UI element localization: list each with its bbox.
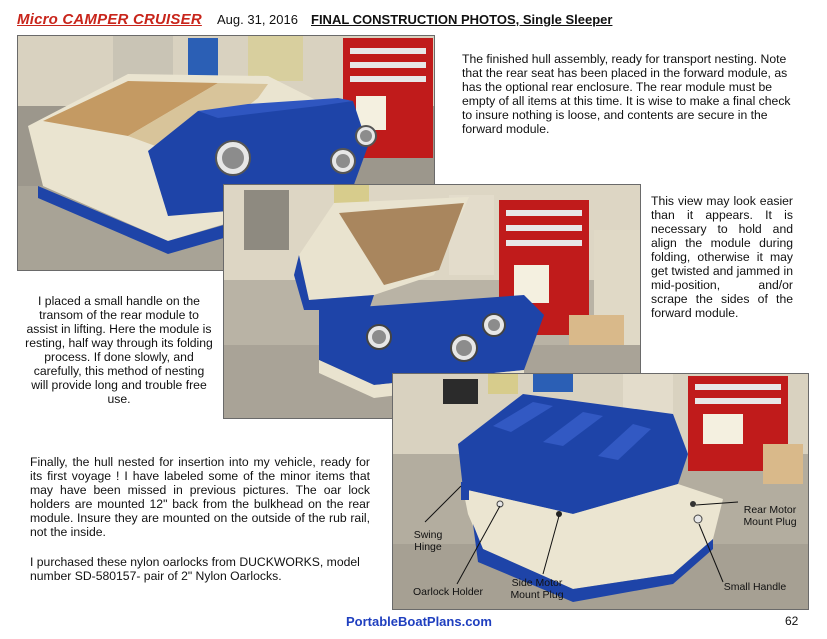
paragraph-hull-assembly: The finished hull assembly, ready for transport nesting. Note that the rear seat has been placed in the forward module, as has the optional rear enclosure. The rear module must be empty of all items at this time. It is wise to make a final check to insure nothing is loose, and contents are secure in the forward module. <box>462 52 791 136</box>
document-subtitle: FINAL CONSTRUCTION PHOTOS, Single Sleeper <box>311 12 613 27</box>
page-number: 62 <box>785 614 799 628</box>
document-title: Micro CAMPER CRUISER <box>17 11 202 28</box>
document-date: Aug. 31, 2016 <box>217 12 298 27</box>
callout-side-motor-mount-plug: Side Motor Mount Plug <box>510 577 564 601</box>
photo-hull-nested-image <box>393 374 808 609</box>
paragraph-oarlocks: I purchased these nylon oarlocks from DUCKWORKS, model number SD-580157- pair of 2" Nylon Oarlocks. <box>30 555 360 583</box>
callout-oarlock-holder: Oarlock Holder <box>412 586 484 598</box>
callout-swing-hinge: Swing Hinge <box>413 529 443 553</box>
paragraph-transom-handle: I placed a small handle on the transom of the rear module to assist in lifting. Here the module is resting, half way through its folding process. If done slowly, and carefully, this method of nesting will provide long and trouble free use. <box>25 294 213 406</box>
paragraph-hull-nested: Finally, the hull nested for insertion into my vehicle, ready for its first voyage ! I have labeled some of the minor items that may have been missed in previous pictures. The oar lock holders are mounted 12" back from the bulkhead on the rear module. Insure they are mounted on the outside of the rub rail, not the inside. <box>30 455 370 539</box>
callout-small-handle: Small Handle <box>723 581 787 593</box>
footer-website-link[interactable]: PortableBoatPlans.com <box>346 614 492 629</box>
callout-rear-motor-mount-plug: Rear Motor Mount Plug <box>743 504 797 528</box>
photo-hull-nested <box>392 373 809 610</box>
paragraph-folding-view: This view may look easier than it appears. It is necessary to hold and align the module during folding, otherwise it may get twisted and jammed in mid-position, and/or scrape the sides of the forward module. <box>651 194 793 320</box>
